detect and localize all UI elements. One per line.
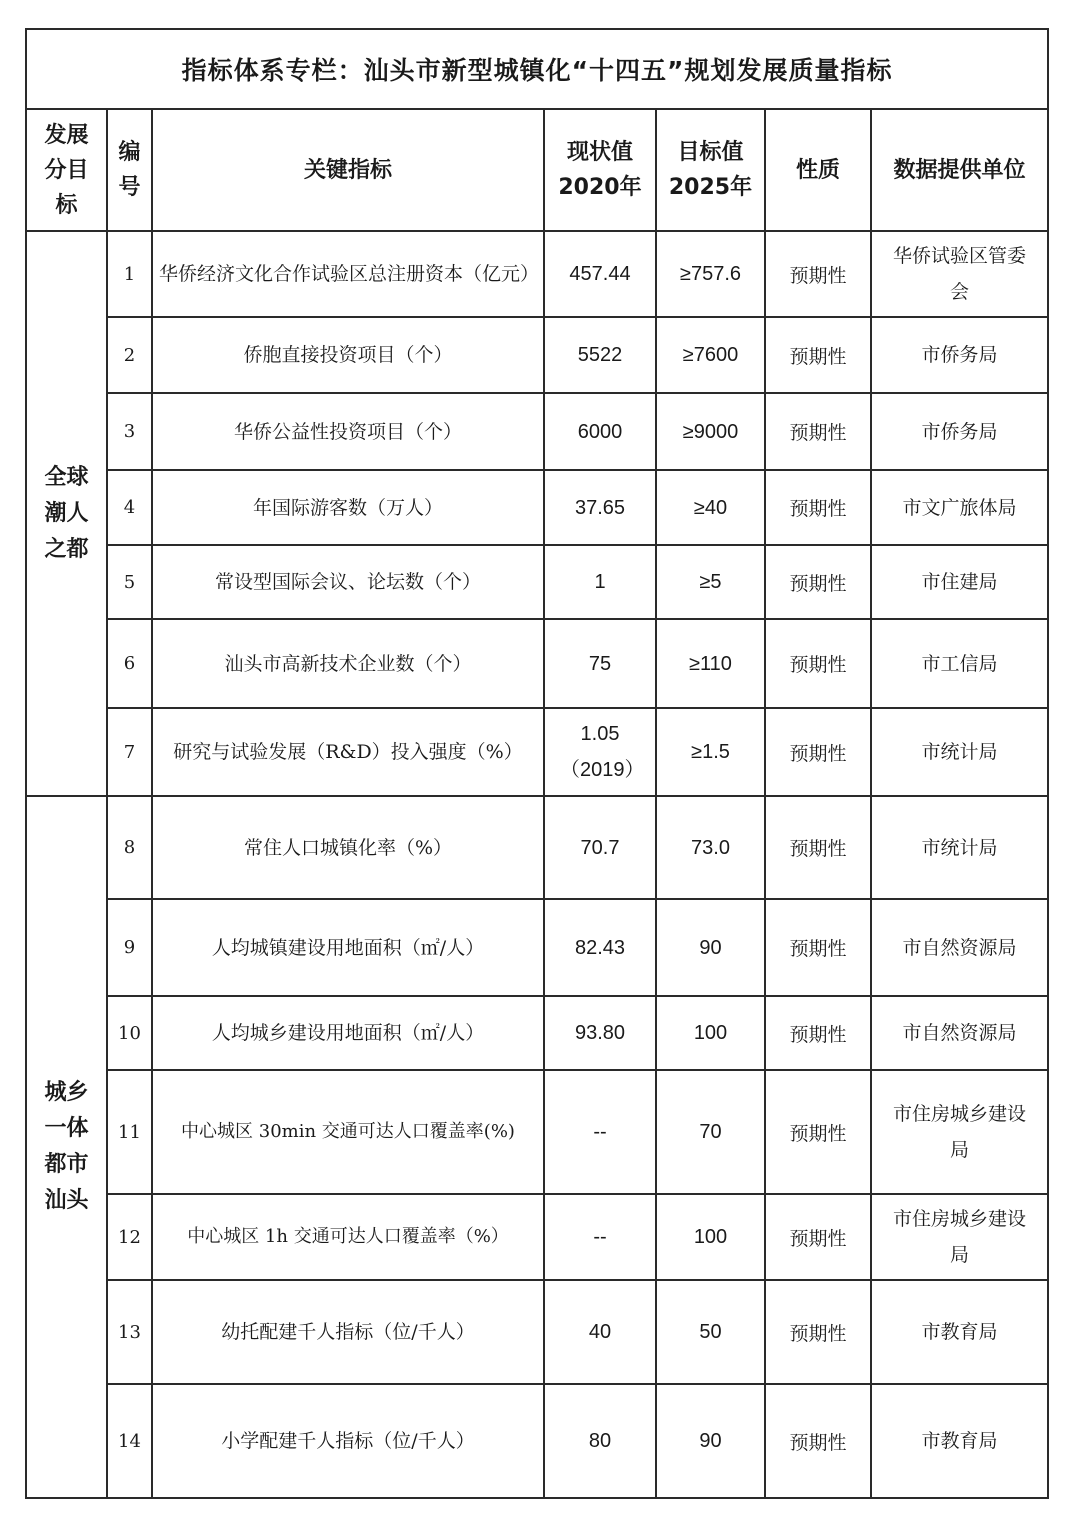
table-row: [26, 470, 1048, 545]
header-target: 目标值 2025年: [656, 109, 765, 231]
header-nature: 性质: [765, 109, 871, 231]
table-row: [26, 1384, 1048, 1498]
group-global-chaoshan: 全球潮人之都: [26, 231, 107, 796]
row-nature: 预期性: [765, 545, 871, 619]
table-row: [26, 996, 1048, 1070]
row-number: 5: [107, 545, 152, 619]
row-number: 14: [107, 1384, 152, 1498]
row-number: 3: [107, 393, 152, 470]
row-target: ≥40: [656, 470, 765, 545]
row-indicator: 常住人口城镇化率（%）: [152, 796, 544, 899]
indicator-table: [25, 28, 1049, 1499]
row-target: ≥110: [656, 619, 765, 708]
row-number: 12: [107, 1194, 152, 1280]
row-indicator: 幼托配建千人指标（位/千人）: [152, 1280, 544, 1384]
header-no: 编号: [107, 109, 152, 231]
table-row: [26, 231, 1048, 317]
row-nature: 预期性: [765, 708, 871, 796]
row-number: 1: [107, 231, 152, 317]
table-row: [26, 619, 1048, 708]
row-target: ≥1.5: [656, 708, 765, 796]
row-nature: 预期性: [765, 996, 871, 1070]
row-number: 2: [107, 317, 152, 393]
row-indicator: 人均城镇建设用地面积（㎡/人）: [152, 899, 544, 996]
header-unit: 数据提供单位: [871, 109, 1048, 231]
row-unit: 市工信局: [871, 619, 1048, 708]
row-number: 4: [107, 470, 152, 545]
row-number: 9: [107, 899, 152, 996]
row-indicator: 小学配建千人指标（位/千人）: [152, 1384, 544, 1498]
row-indicator: 中心城区 1h 交通可达人口覆盖率（%）: [152, 1194, 544, 1280]
row-nature: 预期性: [765, 317, 871, 393]
row-indicator: 年国际游客数（万人）: [152, 470, 544, 545]
row-indicator: 研究与试验发展（R&D）投入强度（%）: [152, 708, 544, 796]
row-current: 1.05（2019）: [544, 708, 656, 796]
row-current: 82.43: [544, 899, 656, 996]
row-unit: 市自然资源局: [871, 996, 1048, 1070]
row-current: 93.80: [544, 996, 656, 1070]
table-title: 指标体系专栏：汕头市新型城镇化“十四五”规划发展质量指标: [26, 29, 1048, 109]
row-target: 50: [656, 1280, 765, 1384]
group-urban-rural: 城乡一体都市汕头: [26, 796, 107, 1498]
row-unit: 市文广旅体局: [871, 470, 1048, 545]
row-unit: 市侨务局: [871, 393, 1048, 470]
table-row: [26, 393, 1048, 470]
row-current: 70.7: [544, 796, 656, 899]
row-nature: 预期性: [765, 393, 871, 470]
row-current: 80: [544, 1384, 656, 1498]
row-target: 90: [656, 899, 765, 996]
row-nature: 预期性: [765, 1280, 871, 1384]
row-unit: 市自然资源局: [871, 899, 1048, 996]
title-row: [26, 29, 1048, 109]
row-current: 40: [544, 1280, 656, 1384]
row-number: 13: [107, 1280, 152, 1384]
row-nature: 预期性: [765, 1070, 871, 1194]
row-target: 73.0: [656, 796, 765, 899]
row-current: --: [544, 1194, 656, 1280]
row-target: ≥757.6: [656, 231, 765, 317]
row-unit: 华侨试验区管委会: [871, 231, 1048, 317]
row-current: 1: [544, 545, 656, 619]
row-unit: 市教育局: [871, 1280, 1048, 1384]
table-row: [26, 1194, 1048, 1280]
row-unit: 市统计局: [871, 708, 1048, 796]
row-nature: 预期性: [765, 470, 871, 545]
table-row: [26, 545, 1048, 619]
header-indicator: 关键指标: [152, 109, 544, 231]
table-row: [26, 317, 1048, 393]
row-number: 6: [107, 619, 152, 708]
row-target: 100: [656, 1194, 765, 1280]
header-goal: 发展分目标: [26, 109, 107, 231]
row-unit: 市住建局: [871, 545, 1048, 619]
row-indicator: 汕头市高新技术企业数（个）: [152, 619, 544, 708]
row-indicator: 华侨经济文化合作试验区总注册资本（亿元）: [152, 231, 544, 317]
row-indicator: 常设型国际会议、论坛数（个）: [152, 545, 544, 619]
row-unit: 市住房城乡建设局: [871, 1070, 1048, 1194]
row-number: 8: [107, 796, 152, 899]
row-current: 6000: [544, 393, 656, 470]
row-current: 5522: [544, 317, 656, 393]
table-row: [26, 796, 1048, 899]
table-row: [26, 899, 1048, 996]
row-current: 37.65: [544, 470, 656, 545]
row-target: 100: [656, 996, 765, 1070]
row-nature: 预期性: [765, 231, 871, 317]
table-row: [26, 708, 1048, 796]
row-number: 10: [107, 996, 152, 1070]
row-number: 7: [107, 708, 152, 796]
row-unit: 市统计局: [871, 796, 1048, 899]
row-target: ≥9000: [656, 393, 765, 470]
row-current: 75: [544, 619, 656, 708]
row-nature: 预期性: [765, 1194, 871, 1280]
row-target: ≥7600: [656, 317, 765, 393]
row-current: --: [544, 1070, 656, 1194]
header-row: [26, 109, 1048, 231]
row-unit: 市侨务局: [871, 317, 1048, 393]
row-indicator: 侨胞直接投资项目（个）: [152, 317, 544, 393]
row-indicator: 华侨公益性投资项目（个）: [152, 393, 544, 470]
table-row: [26, 1070, 1048, 1194]
row-nature: 预期性: [765, 1384, 871, 1498]
row-current: 457.44: [544, 231, 656, 317]
row-nature: 预期性: [765, 796, 871, 899]
row-nature: 预期性: [765, 619, 871, 708]
table-row: [26, 1280, 1048, 1384]
row-unit: 市教育局: [871, 1384, 1048, 1498]
row-target: 90: [656, 1384, 765, 1498]
row-indicator: 中心城区 30min 交通可达人口覆盖率(%): [152, 1070, 544, 1194]
row-number: 11: [107, 1070, 152, 1194]
header-current: 现状值 2020年: [544, 109, 656, 231]
row-target: 70: [656, 1070, 765, 1194]
row-unit: 市住房城乡建设局: [871, 1194, 1048, 1280]
row-target: ≥5: [656, 545, 765, 619]
row-nature: 预期性: [765, 899, 871, 996]
row-indicator: 人均城乡建设用地面积（㎡/人）: [152, 996, 544, 1070]
